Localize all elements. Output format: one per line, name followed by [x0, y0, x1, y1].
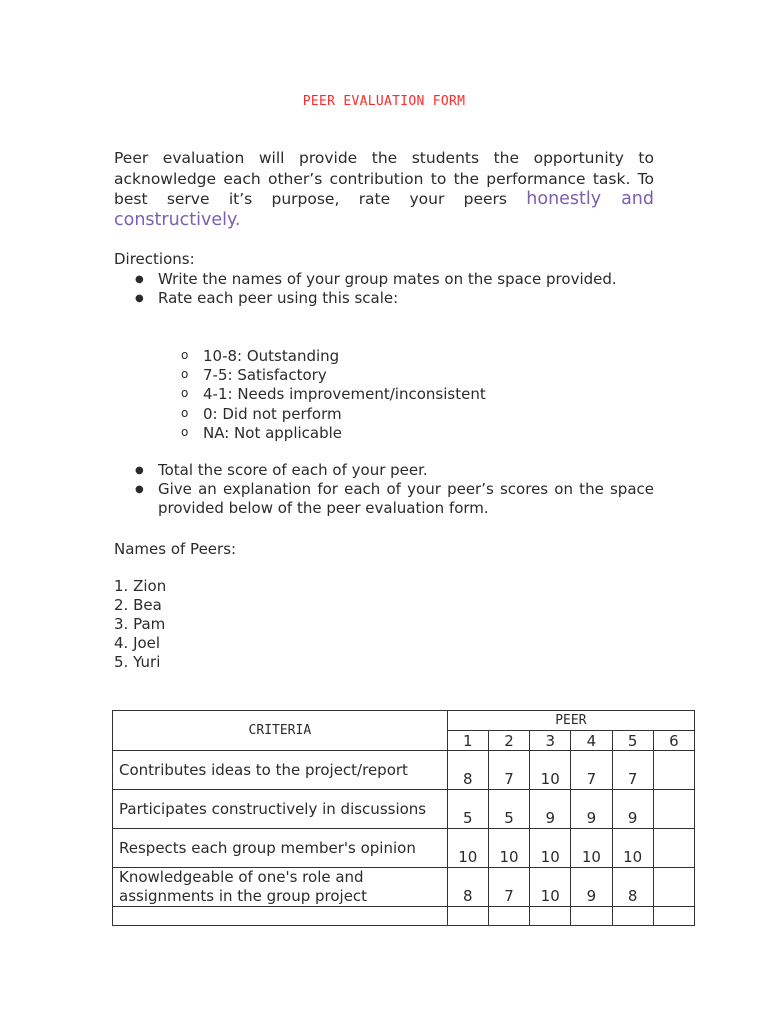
peer-name: 4. Joel [114, 634, 161, 652]
intro-emphasis: honestly and constructively. [114, 189, 654, 230]
score-cell[interactable]: 8 [447, 868, 488, 907]
score-cell[interactable]: 5 [447, 790, 488, 829]
directions-list [114, 270, 654, 308]
score-cell[interactable]: 9 [612, 790, 653, 829]
score-cell[interactable]: 7 [571, 751, 612, 790]
score-cell[interactable]: 5 [488, 790, 529, 829]
direction-item: ● Total the score of each of your peer. [114, 461, 654, 480]
score-cell[interactable]: 9 [571, 868, 612, 907]
directions-list-continued [114, 461, 654, 518]
criterion-cell: Participates constructively in discussions [113, 790, 448, 829]
peer-header: PEER [447, 711, 694, 731]
peer-number-header: 1 [447, 731, 488, 751]
form-title: PEER EVALUATION FORM [302, 94, 466, 109]
intro-paragraph [114, 148, 654, 230]
score-cell[interactable]: 10 [530, 829, 571, 868]
empty-cell[interactable] [488, 907, 529, 926]
scale-item: o 7-5: Satisfactory [114, 366, 486, 385]
direction-item: ● Give an explanation for each of your peer’s scores on the space provided below of the peer evaluation form. [114, 480, 654, 518]
peer-number-header: 6 [653, 731, 694, 751]
peer-number-header: 4 [571, 731, 612, 751]
score-cell[interactable]: 8 [447, 751, 488, 790]
scale-item: o 10-8: Outstanding [114, 347, 486, 366]
score-cell[interactable]: 10 [447, 829, 488, 868]
directions-label: Directions: [114, 250, 195, 268]
score-cell[interactable]: 10 [530, 868, 571, 907]
direction-item: ● Rate each peer using this scale: [114, 289, 654, 308]
peers-list [114, 577, 166, 672]
score-cell[interactable] [653, 829, 694, 868]
peer-number-header: 3 [530, 731, 571, 751]
direction-item: ● Write the names of your group mates on the space provided. [114, 270, 654, 289]
score-cell[interactable]: 9 [571, 790, 612, 829]
score-cell[interactable]: 8 [612, 868, 653, 907]
peer-name: 5. Yuri [114, 653, 161, 671]
score-cell[interactable]: 10 [488, 829, 529, 868]
peer-number-header: 5 [612, 731, 653, 751]
score-cell[interactable]: 10 [530, 751, 571, 790]
scale-item: o 4-1: Needs improvement/inconsistent [114, 385, 486, 404]
peers-label: Names of Peers: [114, 540, 237, 558]
empty-cell[interactable] [571, 907, 612, 926]
score-cell[interactable]: 7 [488, 868, 529, 907]
peer-evaluation-table [112, 710, 695, 926]
intro-text: Peer evaluation will provide the students the opportunity to acknowledge each other’s contribution to the performance task. To best serve it’s purpose, rate your peers [114, 149, 654, 208]
score-cell[interactable]: 10 [571, 829, 612, 868]
empty-cell[interactable] [113, 907, 448, 926]
empty-cell[interactable] [530, 907, 571, 926]
score-cell[interactable]: 7 [488, 751, 529, 790]
table-row [113, 829, 695, 868]
score-cell[interactable] [653, 790, 694, 829]
peer-number-header: 2 [488, 731, 529, 751]
criterion-cell: Contributes ideas to the project/report [113, 751, 448, 790]
peer-name: 1. Zion [114, 577, 167, 595]
table-row [113, 868, 695, 907]
scale-item: o NA: Not applicable [114, 424, 486, 443]
score-cell[interactable]: 7 [612, 751, 653, 790]
score-cell[interactable] [653, 751, 694, 790]
score-cell[interactable]: 9 [530, 790, 571, 829]
empty-cell[interactable] [653, 907, 694, 926]
criterion-cell: Knowledgeable of one's role and assignments in the group project [113, 868, 448, 907]
criteria-header: CRITERIA [113, 711, 448, 751]
score-cell[interactable]: 10 [612, 829, 653, 868]
criterion-cell: Respects each group member's opinion [113, 829, 448, 868]
empty-cell[interactable] [612, 907, 653, 926]
empty-cell[interactable] [447, 907, 488, 926]
table-row [113, 751, 695, 790]
peer-name: 2. Bea [114, 596, 162, 614]
score-cell[interactable] [653, 868, 694, 907]
rating-scale-list [114, 347, 486, 443]
peer-name: 3. Pam [114, 615, 166, 633]
scale-item: o 0: Did not perform [114, 405, 486, 424]
table-row [113, 790, 695, 829]
table-row-empty [113, 907, 695, 926]
